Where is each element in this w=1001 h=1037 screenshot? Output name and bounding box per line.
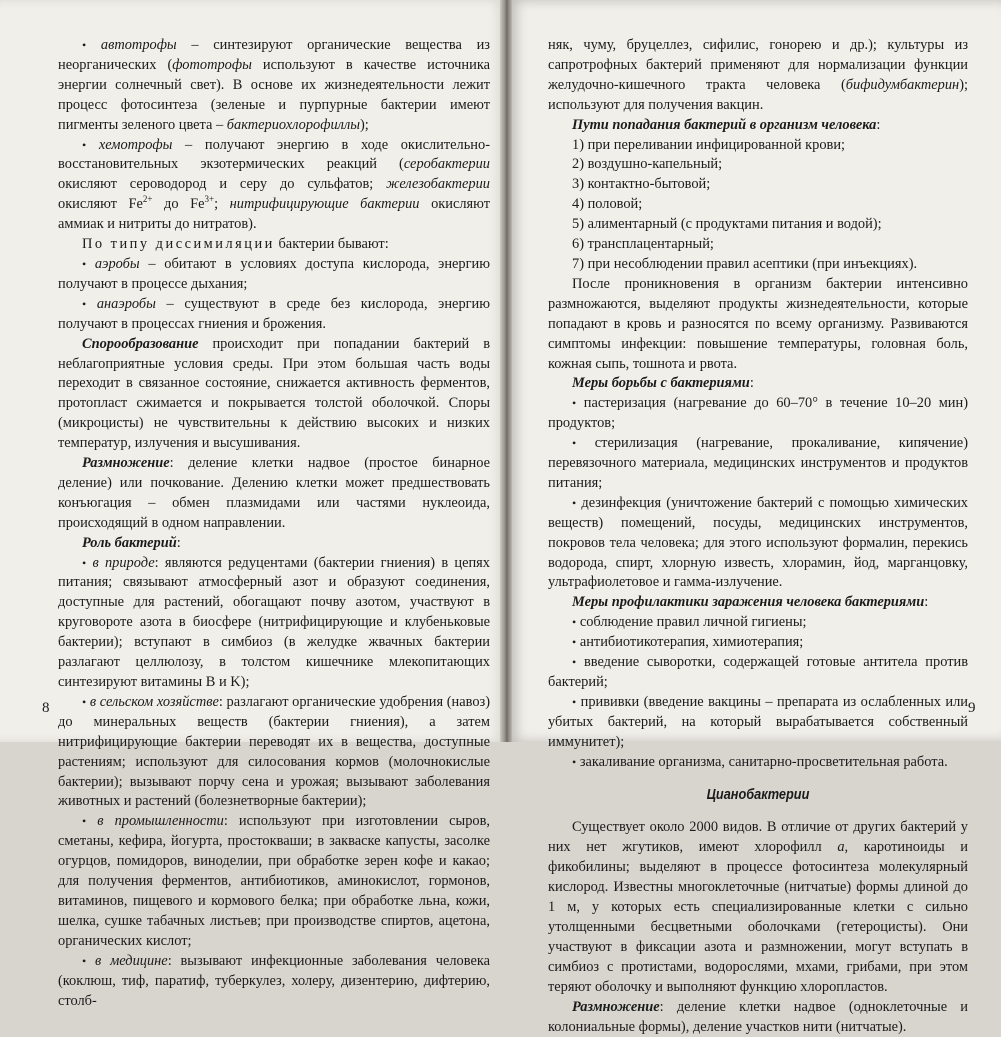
bullet: • bbox=[82, 137, 87, 152]
page-number-left: 8 bbox=[42, 700, 50, 716]
paragraph-aerobes: • аэробы – обитают в условиях доступа кислорода, энергию получают в процессе дыхания; bbox=[58, 255, 490, 292]
paragraph-reproduction: Размножение: деление клетки надвое (простое бинарное деление) или почкование. Делению клетки может предшествовать конъюгация – обмен плазмидами или частями нуклеоида, происходящий в одном направлении. bbox=[58, 455, 490, 531]
book-gutter bbox=[500, 0, 512, 742]
bullet: • bbox=[572, 754, 577, 769]
list-item: • соблюдение правил личной гигиены; bbox=[572, 614, 807, 631]
bullet: • bbox=[82, 38, 87, 52]
paragraph-continuation: няк, чуму, бруцеллез, сифилис, гонорею и др.); культуры из сапротрофных бактерий применяют для нормализации функции желудочно-кишечного тракта человека (бифидумбактерин); используют для получения вакцин. bbox=[548, 37, 968, 113]
paragraph-in-nature: • в природе: являются редуцентами (бактерии гниения) в цепях питания; связывают атмосферный азот и образуют соединения, доступные для растений, обогащают почву азотом, участвуют в круговороте азота в биосфере (нитрифицирующие и клубеньковые бактерии); вступают в симбиоз (в желудке жвачных бактерии разлагают целлюлозу, в толстом кишечнике млекопитающих синтезируют витамины B и K); bbox=[58, 554, 490, 690]
paragraph-after-penetration: После проникновения в организм бактерии интенсивно размножаются, выделяют продукты жизнедеятельности, которые попадают в кровь и разносятся по всему организму. Развиваются симптомы инфекции: повышение температуры, головная боль, кожная сыпь, тошнота и рвота. bbox=[548, 275, 968, 372]
list-item: • антибиотикотерапия, химиотерапия; bbox=[572, 634, 804, 651]
paragraph-anaerobes: • анаэробы – существуют в среде без кислорода, энергию получают в процессах гниения и брожения. bbox=[58, 295, 490, 332]
bullet: • bbox=[572, 495, 577, 510]
bullet: • bbox=[82, 296, 87, 311]
section-title-cyanobacteria: Цианобактерии bbox=[706, 785, 810, 803]
page-number-right: 9 bbox=[968, 700, 976, 716]
list-item: 2) воздушно-капельный; bbox=[572, 156, 723, 173]
right-page-text bbox=[548, 36, 968, 1037]
paragraph-in-agriculture: • в сельском хозяйстве: разлагают органические удобрения (навоз) до минеральных веществ (бактерии гниения), а затем нитрифицирующие бактерии переводят их в вещества, доступные растениям; используют для силосования кормов (молочнокислые бактерии); вызывают порчу сена и урожая; вызывают заболевания животных и растений (болезнетворные бактерии); bbox=[58, 693, 490, 810]
list-item: 7) при несоблюдении правил асептики (при инъекциях). bbox=[572, 255, 918, 272]
bullet: • bbox=[572, 396, 577, 411]
list-item: 3) контактно-бытовой; bbox=[572, 176, 711, 193]
paragraph-chemotrophs: • хемотрофы – получают энергию в ходе окислительно-восстановительных экзотермических реакций (серобактерии окисляют сероводород и серу до сульфатов; железобактерии окисляют $Fe^{2+}$ до $Fe^{3+}$; нитрифицирующие бактерии окисляют аммиак и нитриты до нитратов). bbox=[58, 136, 490, 233]
bullet: • bbox=[572, 635, 577, 650]
heading-control-measures: Меры борьбы с бактериями: bbox=[572, 375, 754, 392]
bullet: • bbox=[572, 655, 577, 670]
list-item: • закаливание организма, санитарно-просветительная работа. bbox=[572, 753, 948, 770]
left-page-text bbox=[58, 36, 490, 1011]
paragraph-sporulation: Спорообразование происходит при попадании бактерий в неблагоприятные условия среды. При этом большая часть воды переходит в связанное состояние, снижается активность ферментов, протопласт сжимается и покрывается толстой оболочкой. Споры (микроцисты) не чувствительны к действию высоких и низких температур, излучения и высушивания. bbox=[58, 335, 490, 452]
bullet: • bbox=[82, 555, 87, 570]
bullet: • bbox=[82, 953, 87, 968]
heading-role-of-bacteria: Роль бактерий: bbox=[82, 534, 181, 551]
list-item: 6) трансплацентарный; bbox=[572, 236, 714, 253]
list-item: • стерилизация (нагревание, прокаливание, кипячение) перевязочного материала, медицинских инструментов и продуктов питания; bbox=[548, 435, 968, 491]
paragraph-cyanobacteria: Существует около 2000 видов. В отличие от других бактерий у них нет жгутиков, имеют хлорофилл a, каротиноиды и фикобилины; выделяют в процессе фотосинтеза молекулярный кислород. Известны многоклеточные (нитчатые) формы длиной до 1 м, у которых есть специализированные клетки с сильно утолщенными бесцветными оболочками (гетероцисты). Они участвуют в фиксации азота и размножении, могут вступать в симбиоз с протистами, водорослями, мхами, грибами, при этом теряют оболочку и выполняют функцию хлоропластов. bbox=[548, 819, 968, 995]
bullet: • bbox=[82, 256, 87, 271]
bullet: • bbox=[572, 615, 577, 630]
paragraph-in-medicine: • в медицине: вызывают инфекционные заболевания человека (коклюш, тиф, паратиф, туберкулез, холеру, дизентерию, дифтерию, столб- bbox=[58, 952, 490, 1009]
left-page bbox=[0, 0, 506, 1009]
bullet: • bbox=[572, 694, 577, 709]
list-item: • дезинфекция (уничтожение бактерий с помощью химических веществ) помещений, посуды, медицинских инструментов, покровов тела человека; для этого используют формалин, перекись водорода, спирт, хлорную известь, хлорамин, йод, марганцовку, ультрафиолетовое и гамма-излучение. bbox=[548, 494, 968, 591]
heading-infection-paths: Пути попадания бактерий в организм человека: bbox=[572, 116, 881, 133]
paragraph-cyano-reproduction: Размножение: деление клетки надвое (одноклеточные и колониальные формы), деление участков нити (нитчатые). bbox=[548, 998, 968, 1035]
bullet: • bbox=[572, 436, 577, 451]
paragraph-in-industry: • в промышленности: используют при изготовлении сыров, сметаны, кефира, йогурта, простокваши; в закваске капусты, засолке огурцов, помидоров, виноделии, при обработке зерен кофе и какао; для получения ферментов, антибиотиков, аминокислот, гормонов, витаминов, пищевого и кормового белка; при обработке льна, кожи, шелка, сушке табачных листьев; при производстве спиртов, ацетона, органических кислот; bbox=[58, 813, 490, 949]
paragraph-dissimilation: По типу диссимиляции бактерии бывают: bbox=[82, 236, 389, 253]
heading-prevention-measures: Меры профилактики заражения человека бактериями: bbox=[572, 594, 929, 611]
list-item: 1) при переливании инфицированной крови; bbox=[572, 136, 846, 153]
list-item: • пастеризация (нагревание до 60–70° в течение 10–20 мин) продуктов; bbox=[548, 395, 968, 432]
bullet: • bbox=[82, 814, 87, 829]
bullet: • bbox=[82, 694, 87, 709]
list-item: 4) половой; bbox=[572, 196, 643, 213]
right-page bbox=[506, 0, 1001, 1035]
list-item: • введение сыворотки, содержащей готовые антитела против бактерий; bbox=[548, 654, 968, 690]
paragraph-autotrophs: • автотрофы – синтезируют органические вещества из неорганических (фототрофы используют в качестве источника энергии солнечный свет). В основе их жизнедеятельности лежит процесс фотосинтеза (зеленые и пурпурные бактерии имеют пигменты зеленого цвета – бактериохлорофиллы); bbox=[58, 37, 490, 133]
list-item: • прививки (введение вакцины – препарата из ослабленных или убитых бактерий, на который вырабатывается собственный иммунитет); bbox=[548, 693, 968, 750]
list-item: 5) алиментарный (с продуктами питания и водой); bbox=[572, 216, 882, 233]
